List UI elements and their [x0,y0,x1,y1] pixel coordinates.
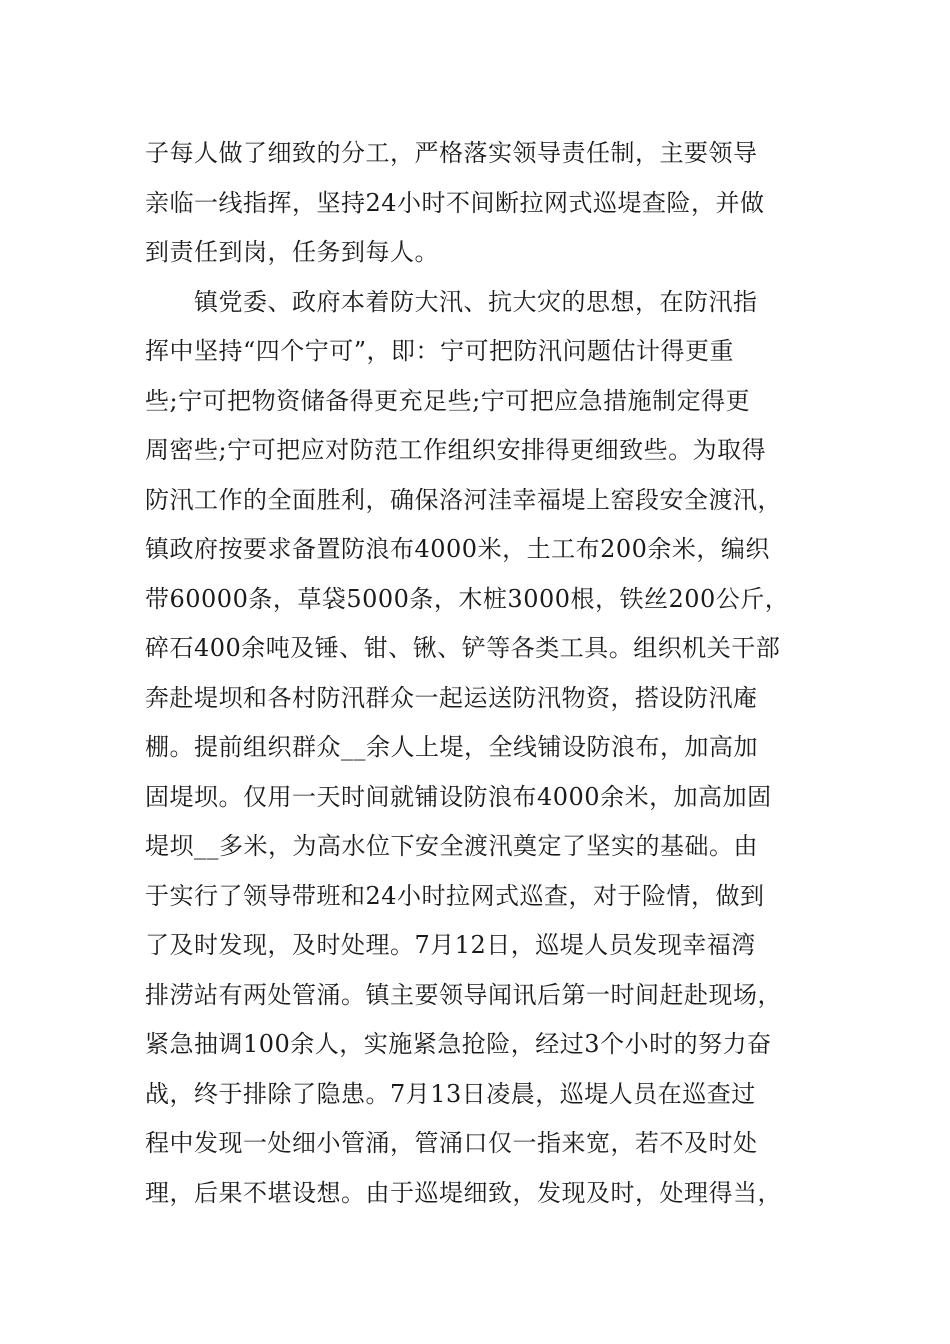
text-line: 镇党委、政府本着防大汛、抗大灾的思想，在防汛指 [145,287,758,316]
text-line: 子每人做了细致的分工，严格落实领导责任制，主要领导 [145,139,758,167]
text-line: 些;宁可把物资储备得更充足些;宁可把应急措施制定得更 [145,386,751,415]
document-body [145,129,810,1218]
text-line: 堤坝__多米，为高水位下安全渡汛奠定了坚实的基础。由 [145,832,758,860]
text-line: 理，后果不堪设想。由于巡堤细致，发现及时，处理得当， [145,1178,782,1207]
text-line: 战，终于排除了隐患。7月13日凌晨，巡堤人员在巡查过 [145,1079,756,1108]
text-line: 亲临一线指挥，坚持24小时不间断拉网式巡堤查险，并做 [145,188,765,217]
text-line: 程中发现一处细小管涌，管涌口仅一指来宽，若不及时处 [145,1129,758,1157]
text-line: 紧急抽调100余人，实施紧急抢险，经过3个小时的努力奋 [145,1030,772,1058]
text-line: 镇政府按要求备置防浪布4000米，土工布200余米，编织 [145,535,770,563]
text-line: 到责任到岗，任务到每人。 [145,238,439,266]
text-line: 挥中坚持“四个宁可”，即：宁可把防汛问题估计得更重 [145,337,735,365]
text-line: 碎石400余吨及锤、钳、锹、铲等各类工具。组织机关干部 [145,634,781,662]
text-line: 固堤坝。仅用一天时间就铺设防浪布4000余米，加高加固 [145,782,772,811]
text-line: 于实行了领导带班和24小时拉网式巡查，对于险情，做到 [145,881,765,910]
text-line: 棚。提前组织群众__余人上堤，全线铺设防浪布，加高加 [145,733,758,761]
text-line: 周密些;宁可把应对防范工作组织安排得更细致些。为取得 [145,436,767,464]
text-line: 防汛工作的全面胜利，确保洛河洼幸福堤上窑段安全渡汛， [145,485,782,514]
text-line: 奔赴堤坝和各村防汛群众一起运送防汛物资，搭设防汛庵 [145,683,758,712]
text-line: 带60000条，草袋5000条，木桩3000根，铁丝200公斤， [145,584,790,613]
text-line: 排涝站有两处管涌。镇主要领导闻讯后第一时间赶赴现场， [145,980,782,1009]
text-line: 了及时发现，及时处理。7月12日，巡堤人员发现幸福湾 [145,931,756,959]
